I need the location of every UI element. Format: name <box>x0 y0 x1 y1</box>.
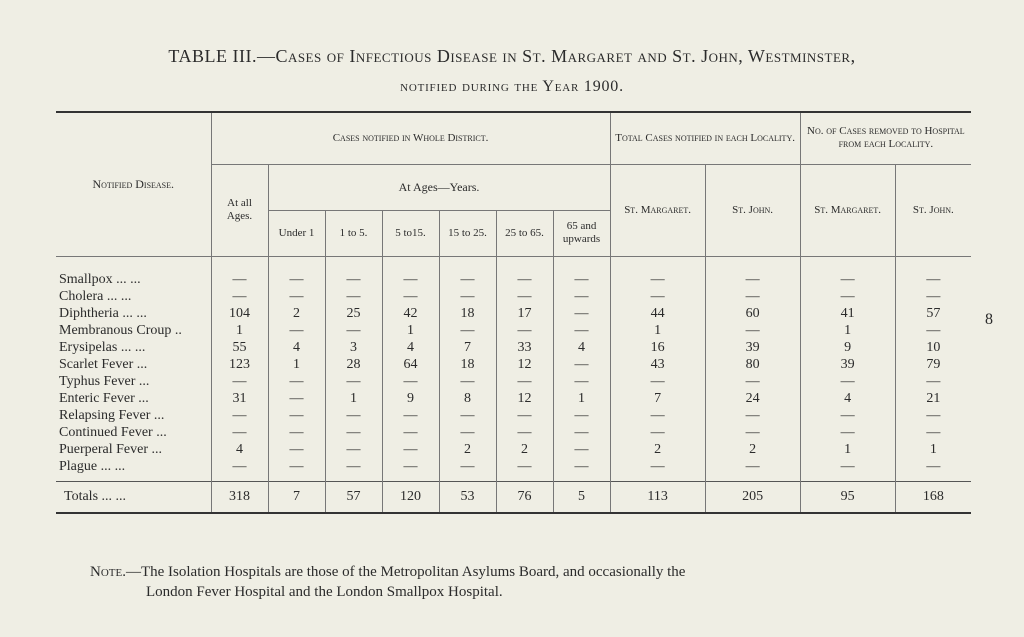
table-cell: 64 <box>382 356 439 373</box>
table-cell: — <box>268 441 325 458</box>
table-cell: 1 <box>895 441 971 458</box>
table-cell: — <box>382 441 439 458</box>
table-cell: 57 <box>325 481 382 513</box>
table-cell: — <box>895 322 971 339</box>
table-subtitle: notified during the Year 1900. <box>400 78 624 95</box>
disease-name: Plague ... ... <box>59 458 126 474</box>
infectious-disease-table <box>56 111 971 514</box>
table-cell: — <box>439 373 496 390</box>
table-cell: 4 <box>800 390 895 407</box>
table-cell: — <box>496 407 553 424</box>
disease-name: Totals ... ... <box>56 481 211 513</box>
table-cell: — <box>610 271 705 288</box>
table-cell: — <box>800 271 895 288</box>
disease-name: Enteric Fever ... <box>59 390 149 406</box>
table-cell: 55 <box>211 339 268 356</box>
table-cell: — <box>705 407 800 424</box>
table-cell: — <box>268 322 325 339</box>
table-cell: 4 <box>553 339 610 356</box>
table-row <box>56 271 971 288</box>
table-row <box>56 322 971 339</box>
header-age-25-to-65: 25 to 65. <box>496 210 553 256</box>
totals-row <box>56 481 971 513</box>
header-st-john-total: St. John. <box>705 164 800 256</box>
table-note <box>90 562 970 602</box>
table-cell: — <box>211 271 268 288</box>
header-st-margaret-removed: St. Margaret. <box>800 164 895 256</box>
table-cell: — <box>800 288 895 305</box>
table-cell: — <box>800 373 895 390</box>
disease-name: Erysipelas ... ... <box>59 339 146 355</box>
table-cell: — <box>496 458 553 482</box>
table-cell: 123 <box>211 356 268 373</box>
table-cell: 53 <box>439 481 496 513</box>
table-cell: — <box>553 322 610 339</box>
table-row <box>56 407 971 424</box>
table-cell: — <box>496 322 553 339</box>
table-title-main: Cases of Infectious Disease in St. Margaret and St. John, Westminster, <box>275 46 856 66</box>
table-cell: 24 <box>705 390 800 407</box>
table-cell: 41 <box>800 305 895 322</box>
table-cell: 16 <box>610 339 705 356</box>
table-cell: 12 <box>496 390 553 407</box>
header-st-margaret-total: St. Margaret. <box>610 164 705 256</box>
table-cell: 2 <box>610 441 705 458</box>
table-cell: 76 <box>496 481 553 513</box>
table-row <box>56 424 971 441</box>
header-age-65-upwards: 65 and upwards <box>553 210 610 256</box>
table-cell: 17 <box>496 305 553 322</box>
table-cell: — <box>439 458 496 482</box>
table-cell: — <box>439 407 496 424</box>
disease-name: Cholera ... ... <box>59 288 132 304</box>
table-cell: 95 <box>800 481 895 513</box>
table-cell: — <box>553 271 610 288</box>
disease-name: Relapsing Fever ... <box>59 407 165 423</box>
table-cell: 9 <box>382 390 439 407</box>
table-cell: — <box>325 373 382 390</box>
note-lead: Note. <box>90 564 126 580</box>
table-cell: 43 <box>610 356 705 373</box>
table-cell: — <box>439 271 496 288</box>
table-cell: — <box>553 305 610 322</box>
table-cell: 10 <box>895 339 971 356</box>
table-cell: — <box>705 424 800 441</box>
table-cell: — <box>610 458 705 482</box>
table-cell: — <box>800 407 895 424</box>
table-row <box>56 305 971 322</box>
table-cell: 1 <box>800 322 895 339</box>
table-cell: 4 <box>382 339 439 356</box>
table-cell: — <box>705 373 800 390</box>
table-row <box>56 373 971 390</box>
table-row <box>56 356 971 373</box>
table-cell: — <box>705 271 800 288</box>
header-notified-disease: Notified Disease. <box>56 112 211 256</box>
table-cell: 5 <box>553 481 610 513</box>
disease-name: Diphtheria ... ... <box>59 305 147 321</box>
table-cell: — <box>553 288 610 305</box>
table-cell: — <box>268 390 325 407</box>
table-cell: 318 <box>211 481 268 513</box>
table-cell: 9 <box>800 339 895 356</box>
table-cell: — <box>211 288 268 305</box>
table-cell: 39 <box>705 339 800 356</box>
header-age-15-to-25: 15 to 25. <box>439 210 496 256</box>
table-cell: 44 <box>610 305 705 322</box>
table-cell: 1 <box>268 356 325 373</box>
table-cell: 2 <box>705 441 800 458</box>
table-cell: — <box>800 458 895 482</box>
table-cell: 18 <box>439 305 496 322</box>
table-title <box>0 44 1024 68</box>
table-cell: — <box>439 424 496 441</box>
table-cell: — <box>325 288 382 305</box>
table-cell: 12 <box>496 356 553 373</box>
disease-name: Puerperal Fever ... <box>59 441 163 457</box>
table-cell: — <box>895 407 971 424</box>
table-cell: — <box>325 271 382 288</box>
disease-name: Smallpox ... ... <box>59 271 141 287</box>
table-cell: — <box>895 288 971 305</box>
disease-name: Scarlet Fever ... <box>59 356 148 372</box>
table-row <box>56 458 971 482</box>
table-cell: — <box>325 441 382 458</box>
table-cell: 168 <box>895 481 971 513</box>
table-cell: — <box>610 373 705 390</box>
table-cell: — <box>382 271 439 288</box>
table-cell: 1 <box>325 390 382 407</box>
table-cell: — <box>382 407 439 424</box>
table-cell: 8 <box>439 390 496 407</box>
table-cell: 25 <box>325 305 382 322</box>
table-cell: — <box>610 424 705 441</box>
table-cell: — <box>382 373 439 390</box>
table-cell: — <box>895 373 971 390</box>
table-cell: — <box>268 458 325 482</box>
table-cell: 4 <box>268 339 325 356</box>
table-cell: — <box>705 288 800 305</box>
header-total-locality: Total Cases notified in each Locality. <box>610 112 800 164</box>
table-cell: — <box>895 271 971 288</box>
table-cell: — <box>268 288 325 305</box>
page-number: 8 <box>985 311 993 328</box>
table-title-prefix: TABLE III.— <box>168 46 276 66</box>
table-cell: — <box>705 458 800 482</box>
table-cell: — <box>268 271 325 288</box>
table-cell: 2 <box>496 441 553 458</box>
table-cell: 7 <box>439 339 496 356</box>
table-cell: 79 <box>895 356 971 373</box>
table-cell: — <box>610 288 705 305</box>
table-cell: 4 <box>211 441 268 458</box>
table-cell: — <box>705 322 800 339</box>
table-cell: — <box>553 356 610 373</box>
table-cell: — <box>553 373 610 390</box>
table-cell: — <box>553 407 610 424</box>
disease-name: Membranous Croup .. <box>59 322 182 338</box>
table-cell: 7 <box>268 481 325 513</box>
table-cell: 2 <box>268 305 325 322</box>
table-cell: — <box>382 458 439 482</box>
table-cell: 205 <box>705 481 800 513</box>
table-cell: — <box>382 424 439 441</box>
header-st-john-removed: St. John. <box>895 164 971 256</box>
table-cell: 57 <box>895 305 971 322</box>
table-cell: 1 <box>800 441 895 458</box>
table-cell: 28 <box>325 356 382 373</box>
table-cell: — <box>211 424 268 441</box>
table-cell: — <box>895 458 971 482</box>
table-cell: 39 <box>800 356 895 373</box>
header-at-all-ages: At all Ages. <box>211 164 268 256</box>
table-cell: 3 <box>325 339 382 356</box>
table-cell: — <box>325 407 382 424</box>
table-cell: — <box>325 458 382 482</box>
table-cell: — <box>496 271 553 288</box>
table-cell: — <box>211 458 268 482</box>
header-at-ages-years: At Ages—Years. <box>268 164 610 210</box>
header-whole-district: Cases notified in Whole District. <box>211 112 610 164</box>
table-cell: 33 <box>496 339 553 356</box>
table-cell: — <box>800 424 895 441</box>
table-cell: — <box>211 373 268 390</box>
table-cell: — <box>382 288 439 305</box>
table-cell: — <box>553 458 610 482</box>
table-cell: 120 <box>382 481 439 513</box>
table-cell: 42 <box>382 305 439 322</box>
table-cell: 1 <box>610 322 705 339</box>
table-cell: — <box>496 424 553 441</box>
table-cell: — <box>325 424 382 441</box>
table-cell: 104 <box>211 305 268 322</box>
header-age-under-1: Under 1 <box>268 210 325 256</box>
table-cell: 21 <box>895 390 971 407</box>
table-cell: — <box>268 424 325 441</box>
note-line-2: London Fever Hospital and the London Smallpox Hospital. <box>146 584 503 600</box>
table-cell: 1 <box>382 322 439 339</box>
table-cell: 7 <box>610 390 705 407</box>
table-cell: 80 <box>705 356 800 373</box>
table-row <box>56 288 971 305</box>
table-cell: — <box>439 288 496 305</box>
header-removed-hospital: No. of Cases removed to Hospital from each Locality. <box>800 112 971 164</box>
table-cell: — <box>610 407 705 424</box>
header-age-1-to-5: 1 to 5. <box>325 210 382 256</box>
table-cell: — <box>211 407 268 424</box>
table-cell: 18 <box>439 356 496 373</box>
table-row <box>56 390 971 407</box>
table-cell: 113 <box>610 481 705 513</box>
note-line-1: —The Isolation Hospitals are those of the Metropolitan Asylums Board, and occasionally the <box>125 564 686 580</box>
table-cell: — <box>496 373 553 390</box>
table-cell: — <box>439 322 496 339</box>
table-cell: — <box>325 322 382 339</box>
table-cell: 1 <box>211 322 268 339</box>
table-cell: — <box>553 441 610 458</box>
header-age-5-to-15: 5 to15. <box>382 210 439 256</box>
table-cell: — <box>496 288 553 305</box>
table-row <box>56 441 971 458</box>
table-cell: — <box>268 407 325 424</box>
table-cell: 31 <box>211 390 268 407</box>
disease-name: Continued Fever ... <box>59 424 167 440</box>
table-cell: — <box>553 424 610 441</box>
table-cell: 1 <box>553 390 610 407</box>
disease-name: Typhus Fever ... <box>59 373 150 389</box>
table-cell: 2 <box>439 441 496 458</box>
table-cell: 60 <box>705 305 800 322</box>
table-row <box>56 339 971 356</box>
table-cell: — <box>268 373 325 390</box>
table-cell: — <box>895 424 971 441</box>
